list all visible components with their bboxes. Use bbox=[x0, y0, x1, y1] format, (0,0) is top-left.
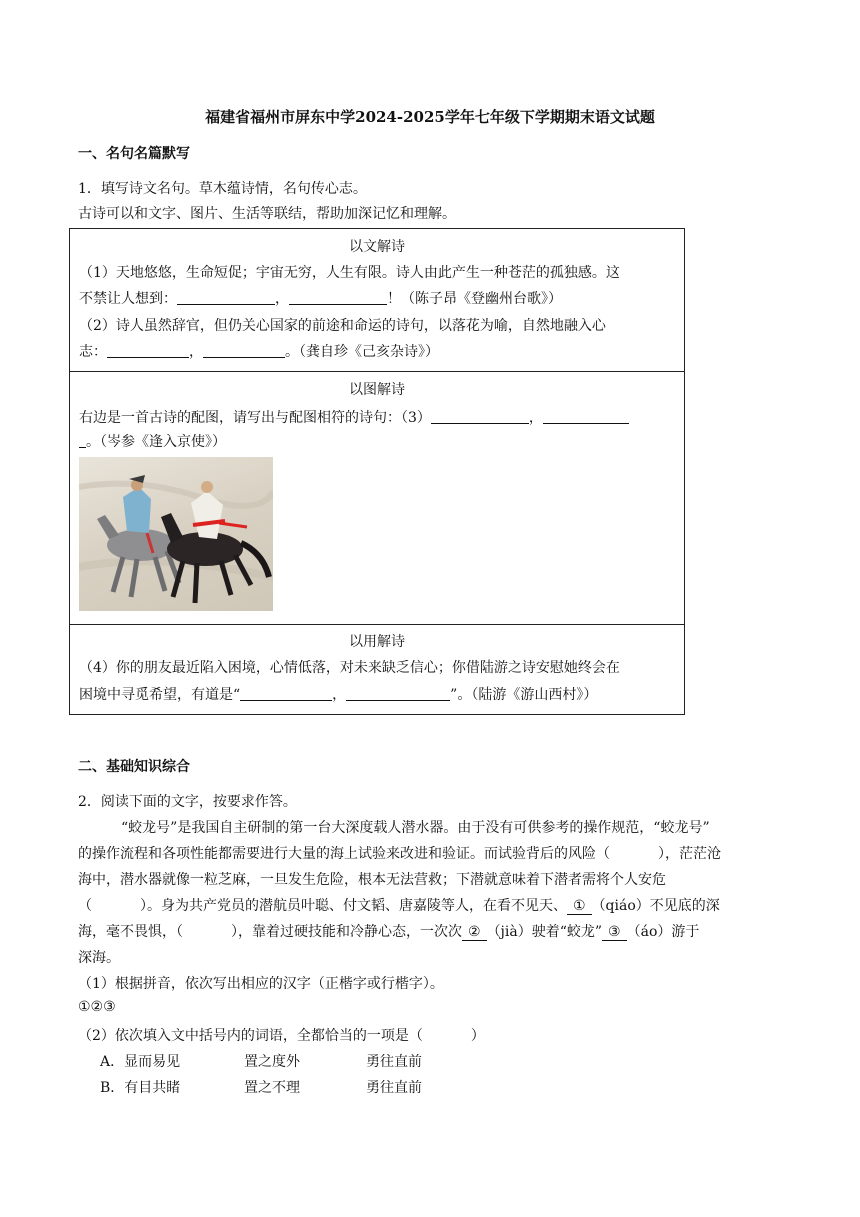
option-b-word-2: 置之不理 bbox=[244, 1080, 300, 1096]
passage-line: “蛟龙号”是我国自主研制的第一台大深度载人潜水器。由于没有可供参考的操作规范，“蛟龙号” bbox=[121, 820, 710, 836]
question-1-intro: 古诗可以和文字、图片、生活等联结，帮助加深记忆和理解。 bbox=[78, 206, 456, 222]
box-caption: 以文解诗 bbox=[349, 239, 405, 255]
horse-riders-painting bbox=[79, 457, 273, 611]
box-line: 右边是一首古诗的配图，请写出与配图相符的诗句：（3） ， bbox=[79, 407, 629, 427]
option-b-label[interactable]: B．有目共睹 bbox=[100, 1080, 181, 1096]
blank-number[interactable]: ① bbox=[567, 898, 592, 915]
image-interpretation-box bbox=[69, 371, 685, 625]
option-a-label[interactable]: A．显而易见 bbox=[100, 1054, 181, 1070]
answer-blank[interactable] bbox=[240, 686, 332, 701]
passage-line: 深海。 bbox=[78, 950, 120, 966]
blank-number[interactable]: ② bbox=[462, 924, 487, 941]
application-interpretation-box bbox=[69, 624, 685, 715]
box-line: 。（岑参《逢入京使》） bbox=[79, 431, 226, 451]
section-heading-2: 二、基础知识综合 bbox=[78, 759, 190, 775]
answer-blank[interactable] bbox=[203, 343, 285, 358]
option-a-word-3: 勇往直前 bbox=[366, 1054, 422, 1070]
answer-blank[interactable] bbox=[289, 290, 387, 305]
passage-line: （ ）。身为共产党员的潜航员叶聪、付文韬、唐嘉陵等人，在看不见天、 ① （qiáo）不见底的深 bbox=[78, 898, 720, 914]
passage-line: 的操作流程和各项性能都需要进行大量的海上试验来改进和验证。而试验背后的风险（ ），茫茫沧 bbox=[78, 846, 721, 862]
passage-line: 海，毫不畏惧，（ ），靠着过硬技能和冷静心态，一次次 ② （jià）驶着“蛟龙” ③ （áo）游于 bbox=[78, 924, 700, 940]
answer-marks: ①②③ bbox=[78, 999, 116, 1015]
box-caption: 以用解诗 bbox=[349, 634, 405, 650]
answer-blank[interactable] bbox=[346, 686, 450, 701]
answer-blank[interactable] bbox=[431, 409, 529, 424]
question-1-stem: 1．填写诗文名句。草木蕴诗情，名句传心志。 bbox=[78, 181, 367, 197]
text-interpretation-box bbox=[69, 228, 685, 372]
answer-blank[interactable] bbox=[107, 343, 189, 358]
box-caption: 以图解诗 bbox=[349, 382, 405, 398]
box-line: （4）你的朋友最近陷入困境，心情低落，对未来缺乏信心；你借陆游之诗安慰她终会在 bbox=[79, 660, 620, 676]
question-2-stem: 2．阅读下面的文字，按要求作答。 bbox=[78, 794, 297, 810]
passage-line: 海中，潜水器就像一粒芝麻，一旦发生危险，根本无法营救；下潜就意味着下潜者需将个人安危 bbox=[78, 872, 666, 888]
answer-blank[interactable] bbox=[543, 409, 629, 424]
box-line: 志： ， 。（龚自珍《己亥杂诗》） bbox=[79, 344, 439, 360]
section-heading-1: 一、名句名篇默写 bbox=[78, 146, 190, 162]
box-line: （1）天地悠悠，生命短促；宇宙无穷，人生有限。诗人由此产生一种苍茫的孤独感。这 bbox=[79, 265, 620, 281]
box-line: 困境中寻觅希望，有道是“ ， ”。（陆游《游山西村》） bbox=[79, 687, 598, 703]
answer-blank[interactable] bbox=[79, 433, 86, 448]
sub-question-2: （2）依次填入文中括号内的词语，全都恰当的一项是（ ） bbox=[78, 1028, 485, 1044]
answer-blank[interactable] bbox=[177, 290, 275, 305]
sub-question-1: （1）根据拼音，依次写出相应的汉字（正楷字或行楷字）。 bbox=[78, 976, 444, 992]
page-title: 福建省福州市屏东中学2024-2025学年七年级下学期期末语文试题 bbox=[205, 108, 655, 126]
option-b-word-3: 勇往直前 bbox=[366, 1080, 422, 1096]
box-line: （2）诗人虽然辞官，但仍关心国家的前途和命运的诗句，以落花为喻，自然地融入心 bbox=[79, 318, 606, 334]
blank-number[interactable]: ③ bbox=[602, 924, 627, 941]
option-a-word-2: 置之度外 bbox=[244, 1054, 300, 1070]
box-line: 不禁让人想到： ， ！（陈子昂《登幽州台歌》） bbox=[79, 291, 562, 307]
